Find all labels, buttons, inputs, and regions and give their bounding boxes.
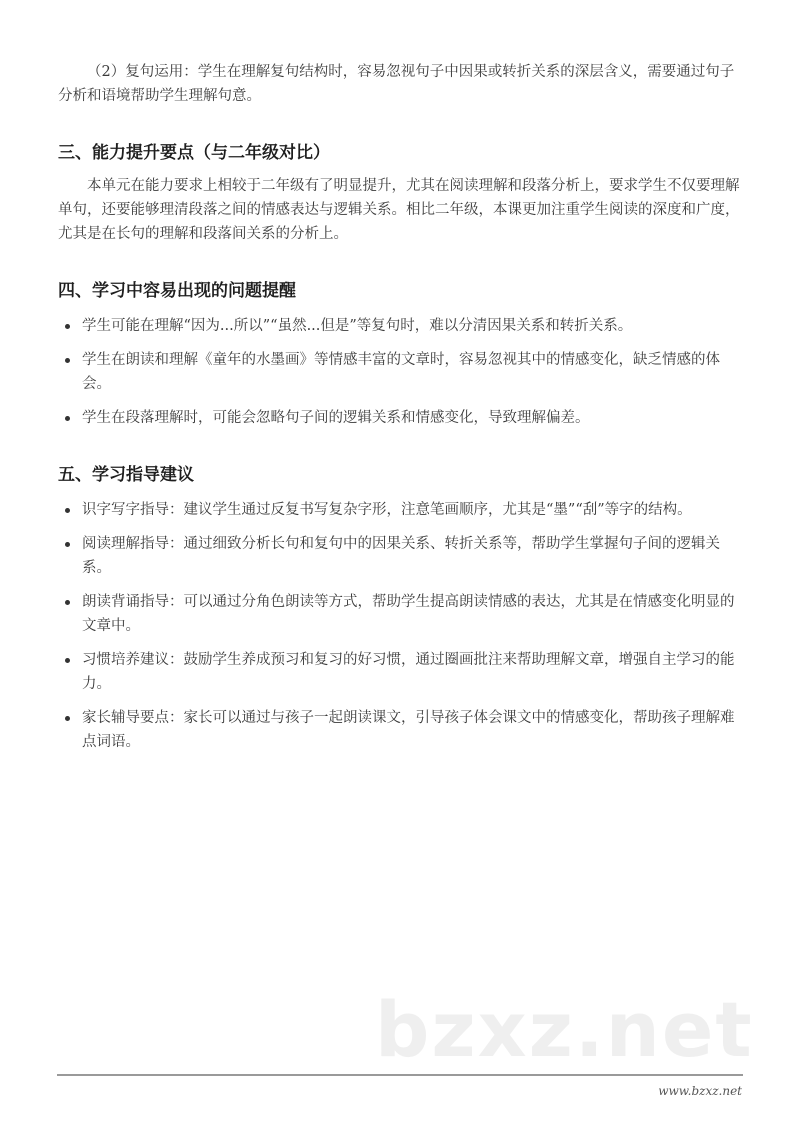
watermark: bzxz.net [375, 985, 754, 1074]
bullet-icon [65, 542, 70, 547]
section-3-paragraph: 本单元在能力要求上相较于二年级有了明显提升，尤其在阅读理解和段落分析上，要求学生不仅要理解单句，还要能够理清段落之间的情感表达与逻辑关系。相比二年级，本课更加注重学生阅读的深度和广度，尤其是在长句的理解和段落间关系的分析上。 [58, 178, 740, 242]
list-item: 习惯培养建议：鼓励学生养成预习和复习的好习惯，通过圈画批注来帮助理解文章，增强自主学习的能力。 [58, 648, 748, 696]
list-item: 学生在段落理解时，可能会忽略句子间的逻辑关系和情感变化，导致理解偏差。 [58, 406, 748, 430]
bullet-icon [65, 716, 70, 721]
compound-sentence-paragraph: （2）复句运用：学生在理解复句结构时，容易忽视句子中因果或转折关系的深层含义，需要通过句子分析和语境帮助学生理解句意。 [58, 64, 735, 104]
footer-divider [57, 1074, 743, 1076]
section-5-heading: 五、学习指导建议 [58, 465, 194, 485]
bullet-icon [65, 358, 70, 363]
section-5-list [58, 498, 748, 764]
section-3-heading: 三、能力提升要点（与二年级对比） [58, 143, 330, 163]
list-item: 学生在朗读和理解《童年的水墨画》等情感丰富的文章时，容易忽视其中的情感变化，缺乏情感的体会。 [58, 348, 748, 396]
bullet-icon [65, 508, 70, 513]
section-4-list [58, 314, 748, 440]
bullet-icon [65, 600, 70, 605]
bullet-icon [65, 658, 70, 663]
list-item: 朗读背诵指导：可以通过分角色朗读等方式，帮助学生提高朗读情感的表达，尤其是在情感变化明显的文章中。 [58, 590, 748, 638]
list-item: 家长辅导要点：家长可以通过与孩子一起朗读课文，引导孩子体会课文中的情感变化，帮助孩子理解难点词语。 [58, 706, 748, 754]
bullet-icon [65, 324, 70, 329]
bullet-icon [65, 416, 70, 421]
list-item: 阅读理解指导：通过细致分析长句和复句中的因果关系、转折关系等，帮助学生掌握句子间的逻辑关系。 [58, 532, 748, 580]
list-item: 识字写字指导：建议学生通过反复书写复杂字形，注意笔画顺序，尤其是“墨”“刮”等字的结构。 [58, 498, 748, 522]
footer-url: www.bzxz.net [658, 1084, 742, 1098]
list-item: 学生可能在理解“因为...所以”“虽然...但是”等复句时，难以分清因果关系和转折关系。 [58, 314, 748, 338]
section-4-heading: 四、学习中容易出现的问题提醒 [58, 281, 296, 301]
